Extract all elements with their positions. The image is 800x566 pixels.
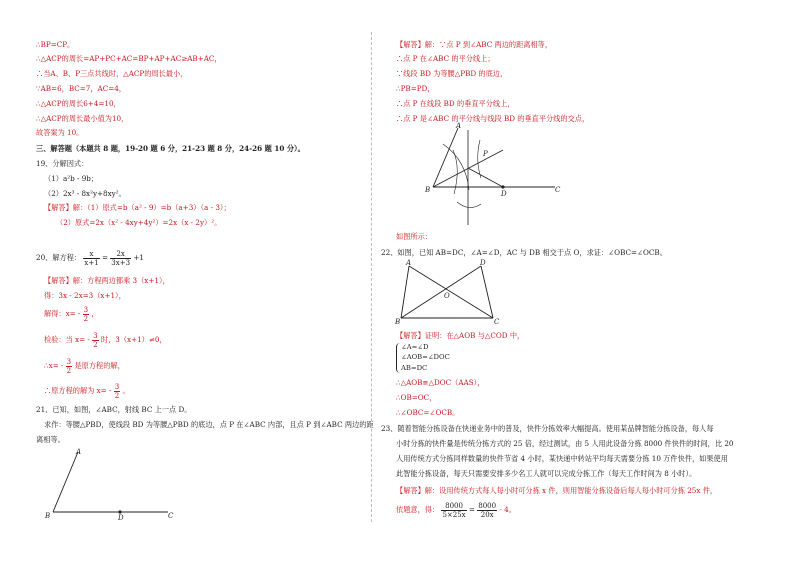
question-19: 19、分解因式： — [36, 159, 89, 168]
question-23-line-2: 小时分拣的快件量是传统分拣方式的 25 倍，经过测试，由 5 人用此设备分拣 8000 件快件的时间，比 20 — [396, 439, 734, 448]
fraction-denominator: 2 — [114, 391, 120, 400]
segment-ac — [409, 266, 493, 318]
text-segment: 解得：x= - — [44, 309, 81, 318]
text-segment: ∴原方程的解为 x= - — [44, 386, 112, 395]
fraction — [477, 502, 497, 519]
segment-pd — [468, 168, 503, 187]
fraction — [83, 250, 99, 267]
fraction-denominator: 2 — [66, 366, 72, 375]
text-segment: 。 — [122, 386, 130, 395]
label-b: B — [45, 512, 51, 520]
label-c: C — [168, 512, 174, 520]
fraction-denominator: x+1 — [84, 258, 99, 267]
text-line: ∵AB=6，BC=7，AC=4， — [36, 84, 126, 93]
label-a: A — [406, 259, 412, 267]
text-line: ∴△ACP的周长=AP+PC+AC=BP+AP+AC≥AB+AC， — [36, 54, 222, 63]
text-segment: ∴x= - — [44, 361, 64, 370]
system-line-2: ∠AOB=∠DOC — [401, 353, 450, 361]
fraction-denominator: 3x+3 — [111, 258, 131, 267]
fraction-numerator: 3 — [93, 331, 98, 340]
label-d: D — [501, 190, 507, 198]
answer-20-line-1: 【解答】解：方程两边都乘 3（x+1）， — [44, 276, 170, 285]
segment-db — [401, 266, 481, 318]
text-segment: - 4。 — [499, 505, 516, 514]
fraction — [83, 306, 89, 323]
text-line: ∴△ACP的周长最小值为10， — [36, 114, 129, 123]
answer-22-line-1: 【解答】证明：在△AOB 与△COD 中， — [396, 331, 525, 340]
question-23-line-1: 23、随着智能分拣设备在快递业务中的普及，快件分拣效率大幅提高。使用某品牌智能分拣设备，每人每 — [381, 424, 714, 433]
label-d: D — [118, 514, 124, 522]
fraction — [66, 358, 72, 375]
construction-arc — [443, 144, 469, 190]
construction-arc — [457, 202, 481, 208]
fraction-denominator: 5×25x — [442, 510, 466, 519]
answer-20-line-6 — [44, 380, 130, 402]
label-b: B — [425, 186, 431, 194]
figure-21-solution — [421, 120, 571, 230]
text-segment: 检验：当 x= - — [44, 335, 90, 344]
label-c: C — [494, 318, 500, 326]
label-o: O — [444, 292, 450, 300]
construction-arc — [478, 140, 481, 178]
answer-20-line-5 — [44, 355, 125, 377]
answer-19-line-1: 【解答】解：（1）原式=b（a² - 9）=b（a+3）（a - 3）； — [44, 203, 231, 212]
point-d — [501, 185, 504, 188]
system-line-1: ∠A=∠D — [401, 343, 429, 351]
fraction-numerator: 3 — [83, 305, 89, 314]
text-segment: 依题意，得： — [396, 505, 440, 514]
question-19-part-1: （1）a²b - 9b； — [44, 174, 99, 183]
answer-19-line-2: （2）原式=2x（x² - 4xy+4y²）=2x（x - 2y）²。 — [56, 218, 222, 227]
system-line-3: AB=DC — [401, 364, 428, 372]
label-a: A — [76, 448, 82, 456]
column-divider — [371, 32, 372, 522]
figure-22 — [393, 258, 533, 326]
text-segment: 是原方程的解， — [74, 361, 125, 370]
answer-21-line-1: 【解答】解：∵点 P 到∠ABC 两边的距离相等， — [396, 40, 553, 49]
answer-20-line-4 — [44, 329, 167, 351]
answer-20-line-2: 得：3x - 2x=3（x+1）， — [44, 291, 126, 300]
ray-ba — [53, 452, 78, 512]
segment-ab — [401, 266, 409, 318]
question-20-prefix: 20、解方程： — [36, 253, 82, 262]
label-b: B — [395, 318, 401, 326]
label-c: C — [555, 186, 561, 194]
equation-tail: +1 — [133, 253, 144, 262]
text-line: ∴△ACP的周长6+4=10， — [36, 99, 121, 108]
fraction-numerator: 3 — [66, 357, 72, 366]
section-heading: 三、解答题（本题共 8 题，19-20 题 6 分，21-23 题 8 分，24-26 题 10 分）。 — [36, 144, 305, 153]
fraction — [110, 250, 131, 267]
question-23-line-3: 人用传统方式分拣同样数量的快件节省 4 小时，某快递中转站平均每天需要分拣 10 万件快件，如果使用 — [396, 454, 728, 463]
question-19-part-2: （2）2x³ - 8x²y+8xy²。 — [44, 189, 126, 198]
text-line: ∴BP=CP。 — [36, 40, 75, 49]
fraction-denominator: 20x — [480, 510, 494, 519]
fraction-numerator: 8000 — [441, 502, 466, 511]
question-20 — [36, 247, 144, 269]
question-23-line-4: 此智能分拣设备，每天只需要安排多少名工人就可以完成分拣工作（每天工作时间为 8 小时）。 — [396, 469, 697, 478]
fraction-denominator: 2 — [93, 340, 98, 349]
question-22: 22、如图，已知 AB=DC，∠A=∠D，AC 与 DB 相交于点 O，求证：∠OBC=∠OCB。 — [381, 248, 667, 257]
answer-23-line-2 — [396, 499, 516, 521]
fraction-numerator: 8000 — [478, 501, 497, 510]
answer-21-line-2: ∴点 P 在∠ABC 的平分线上； — [396, 54, 495, 63]
question-21-line-1: 21、已知，如图，∠ABC，射线 BC 上一点 D。 — [36, 405, 192, 414]
figure-21 — [40, 446, 190, 522]
fraction — [441, 502, 466, 519]
figure-caption: 如图所示： — [396, 232, 432, 241]
answer-20-line-3 — [44, 303, 99, 325]
text-line: ∴当A、B、P三点共线时，△ACP的周长最小， — [36, 69, 188, 78]
answer-22-line-3: ∴OB=OC， — [396, 393, 437, 402]
fraction — [114, 383, 120, 400]
answer-21-line-4: ∴PB=PD， — [396, 84, 435, 93]
question-21-line-2: 求作：等腰△PBD，使线段 BD 为等腰△PBD 的底边，点 P 在∠ABC 内部，且点 P 到∠ABC 两边的距 — [44, 420, 374, 429]
text-segment: 时，3（x+1）≠0， — [100, 335, 167, 344]
fraction-numerator: 3 — [114, 382, 120, 391]
answer-21-line-3: ∵线段 BD 为等腰△PBD 的底边， — [396, 69, 508, 78]
fraction-numerator: x — [83, 250, 99, 259]
answer-22-line-4: ∴∠OBC=∠OCB。 — [396, 408, 460, 417]
equals-sign: = — [101, 253, 108, 262]
fraction — [92, 332, 98, 349]
question-21-line-3: 离相等。 — [36, 435, 65, 444]
ray-ba — [433, 128, 458, 187]
fraction-numerator: 2x — [110, 250, 131, 259]
label-p: P — [483, 150, 488, 158]
text-line: 故答案为 10。 — [36, 128, 84, 137]
answer-22-line-2: ∴△AOB≌△DOC（AAS）， — [396, 378, 485, 387]
equals-sign: = — [468, 505, 475, 514]
answer-23-line-1: 【解答】解：设用传统方式每人每小时可分拣 x 件，则用智能分拣设备后每人每小时可分拣 25x 件， — [396, 486, 718, 495]
segment-dc — [481, 266, 493, 318]
fraction-denominator: 2 — [83, 314, 89, 323]
answer-21-line-6: ∴点 P 是∠ABC 的平分线与线段 BD 的垂直平分线的交点， — [396, 114, 590, 123]
label-d: D — [480, 259, 486, 267]
text-segment: ， — [91, 309, 99, 318]
answer-21-line-5: ∴点 P 在线段 BD 的垂直平分线上， — [396, 99, 515, 108]
label-a: A — [456, 122, 462, 130]
